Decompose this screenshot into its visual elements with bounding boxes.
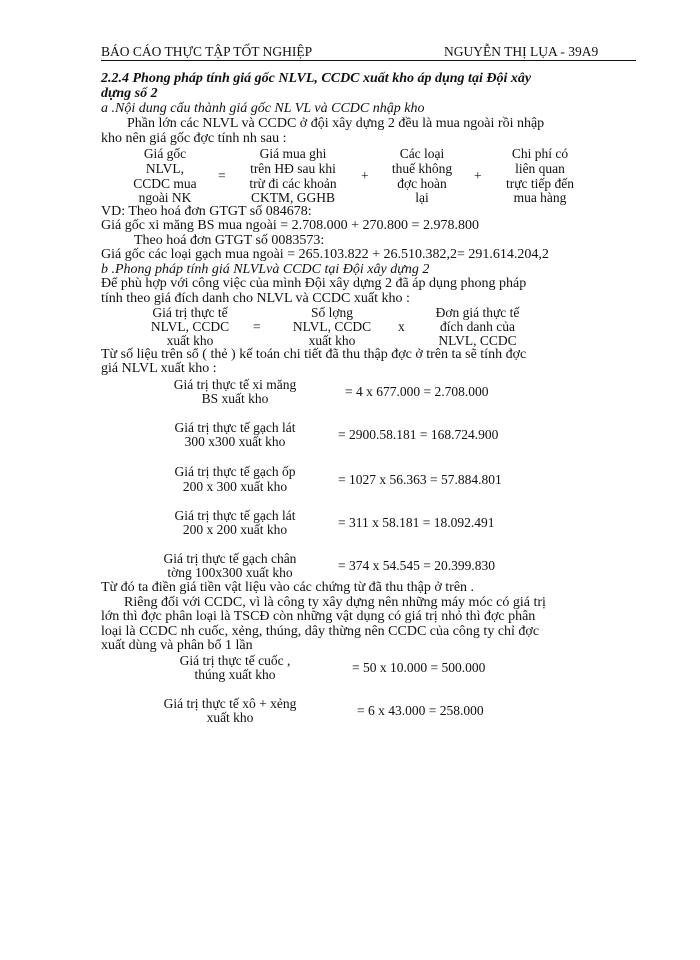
para5-line4: xuất dùng và phân bổ 1 lần [101,638,253,653]
formula1-term3-l4: lại [415,190,429,205]
formula1-term2-l2: trên HĐ sau khi [250,161,336,176]
calc1-row3-value: = 1027 x 56.363 = 57.884.801 [338,472,502,487]
formula1-plus1: + [361,168,369,183]
example-ximang: Giá gốc xi măng BS mua ngoài = 2.708.000 + 270.800 = 2.978.800 [101,218,479,233]
calc1-row5-label1: Giá trị thực tế gạch chân [163,551,297,566]
calc2-row2-label2: xuất kho [206,710,254,725]
calc1-row1-value: = 4 x 677.000 = 2.708.000 [345,384,489,399]
para2-line1: Để phù hợp với công việc của mình Đội xây dựng 2 đã áp dụng phong pháp [101,276,527,291]
formula2-term1-l2: NLVL, CCDC [150,319,230,334]
calc1-row1-label1: Giá trị thực tế xi măng [173,377,297,392]
calc1-row1-label2: BS xuất kho [201,391,269,406]
calc1-row4-value: = 311 x 58.181 = 18.092.491 [338,515,495,530]
calc2-row1-value: = 50 x 10.000 = 500.000 [352,660,486,675]
formula1-plus2: + [474,168,482,183]
example-invoice2: Theo hoá đơn GTGT số 0083573: [134,233,325,248]
formula1-term2-l3: trừ đi các khoản [249,176,337,191]
example-gach: Giá gốc các loại gạch mua ngoài = 265.103.822 + 26.510.382,2= 291.614.204,2 [101,247,549,262]
para5-line2: lớn thì đợc phân loại là TSCĐ còn những vật dụng có giá trị nhỏ thì đợc phân [101,609,536,624]
example-vd: VD: Theo hoá đơn GTGT số 084678: [101,204,312,219]
formula2-times: x [398,319,405,334]
calc1-row5-label2: tờng 100x300 xuất kho [167,565,293,580]
para4: Từ đó ta điền giá tiền vật liệu vào các chứng từ đã thu thập ở trên . [101,580,475,595]
para5-line1: Riêng đối với CCDC, vì là công ty xây dựng nên những máy móc có giá trị [124,595,546,610]
formula1-term3-l3: đợc hoàn [397,176,447,191]
para3-line2: giá NLVL xuất kho : [101,361,217,376]
header-left: BÁO CÁO THỰC TẬP TỐT NGHIỆP [101,44,313,59]
formula1-term1-l2: NLVL, [145,161,185,176]
formula1-term4-l4: mua hàng [513,190,567,205]
calc2-row2-label1: Giá trị thực tế xô + xẻng [163,696,297,711]
para1-line1: Phần lớn các NLVL và CCDC ở đội xây dựng 2 đều là mua ngoài rồi nhập [127,116,545,131]
calc2-row2-value: = 6 x 43.000 = 258.000 [357,703,484,718]
formula2-term3-l1: Đơn giá thực tế [435,305,520,320]
formula2-term2-l2: NLVL, CCDC [292,319,372,334]
formula1-term2-l4: CKTM, GGHB [250,190,335,205]
formula1-term2-l1: Giá mua ghi [259,146,327,161]
formula1-term4-l1: Chi phí có [511,146,569,161]
header-right: NGUYỄN THỊ LỤA - 39A9 [444,44,599,59]
calc1-row2-value: = 2900.58.181 = 168.724.900 [338,427,499,442]
formula1-term1-l4: ngoài NK [138,190,192,205]
calc2-row1-label2: thúng xuất kho [194,667,276,682]
calc2-row1-label1: Giá trị thực tế cuốc , [179,653,291,668]
subheading-a: a .Nội dung cấu thành giá gốc NL VL và CCDC nhập kho [101,101,425,116]
calc1-row2-label1: Giá trị thực tế gạch lát [174,420,296,435]
formula2-term2-l3: xuất kho [308,333,356,348]
para5-line3: loại là CCDC nh cuốc, xẻng, thúng, dây thừng nên CCDC của công ty chỉ đợc [101,624,540,639]
formula2-term1-l1: Giá trị thực tế [152,305,228,320]
formula2-equals: = [253,319,261,334]
para2-line2: tính theo giá đích danh cho NLVL và CCDC xuất kho : [101,291,410,306]
formula1-term4-l3: trực tiếp đến [505,176,575,191]
calc1-row3-label2: 200 x 300 xuất kho [182,479,288,494]
calc1-row4-label2: 200 x 200 xuất kho [182,522,288,537]
formula1-term3-l2: thuế không [391,161,453,176]
formula2-term3-l2: đích danh của [440,319,515,334]
formula2-term2-l1: Số lợng [310,305,354,320]
calc1-row4-label1: Giá trị thực tế gạch lát [174,508,296,523]
subheading-b: b .Phong pháp tính giá NLVLvà CCDC tại Đội xây dựng 2 [101,262,430,277]
para3-line1: Từ số liệu trên sổ ( thẻ ) kế toán chi tiết đã thu thập đợc ở trên ta sẽ tính đợc [101,347,527,362]
section-title-line2: dựng số 2 [101,86,158,101]
section-title-line1: 2.2.4 Phong pháp tính giá gốc NLVL, CCDC xuất kho áp dụng tại Đội xây [101,71,532,86]
formula1-equals: = [218,168,226,183]
calc1-row3-label1: Giá trị thực tế gạch ốp [174,464,296,479]
formula1-term3-l1: Các loại [399,146,445,161]
formula2-term3-l3: NLVL, CCDC [438,333,517,348]
formula1-term4-l2: liên quan [515,161,565,176]
calc1-row2-label2: 300 x300 xuất kho [184,434,286,449]
formula1-term1-l1: Giá gốc [143,146,187,161]
header-rule [101,60,636,61]
formula1-term1-l3: CCDC mua [133,176,197,191]
para1-line2: kho nên giá gốc đợc tính nh sau : [101,131,287,146]
formula2-term1-l3: xuất kho [166,333,214,348]
calc1-row5-value: = 374 x 54.545 = 20.399.830 [338,558,495,573]
